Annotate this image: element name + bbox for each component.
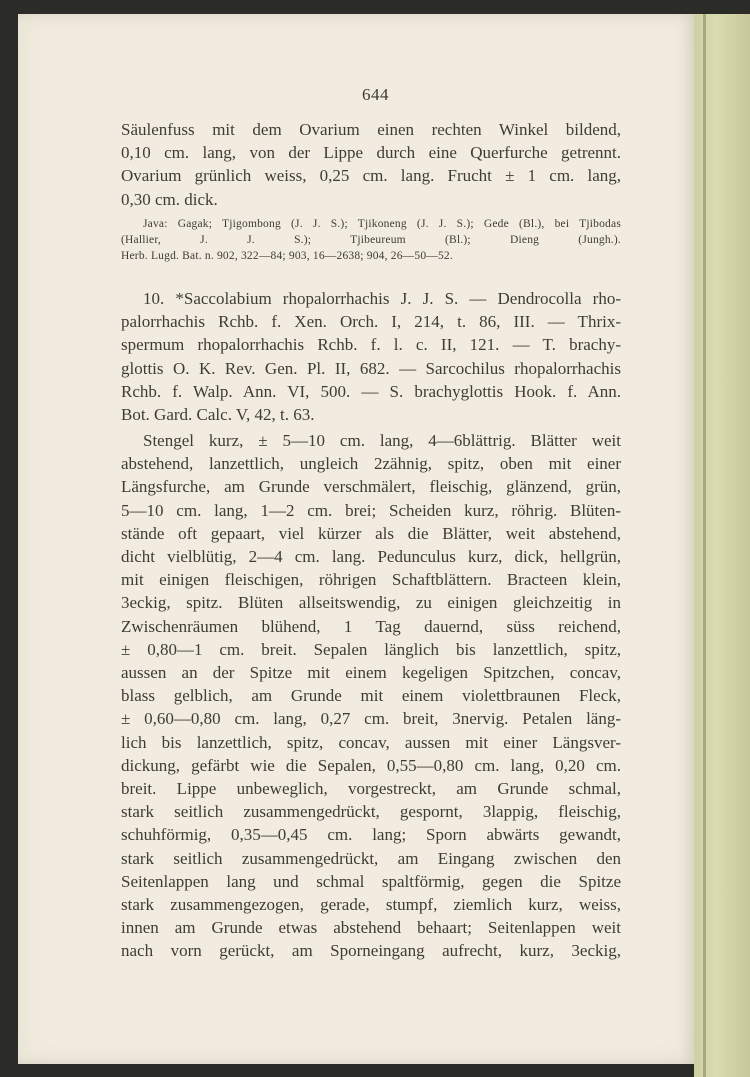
heading-line: Rchb. f. Walp. Ann. VI, 500. — S. brachyglottis Hook. f. Ann.: [121, 381, 621, 401]
scan-left-border: [0, 0, 18, 1077]
heading-line: palorrhachis Rchb. f. Xen. Orch. I, 214, t. 86, III. — Thrix-: [121, 312, 621, 332]
text-line: dickung, gefärbt wie die Sepalen, 0,55—0,80 cm. lang, 0,20 cm.: [121, 755, 621, 775]
text-line: Ovarium grünlich weiss, 0,25 cm. lang. Frucht ± 1 cm. lang,: [121, 166, 621, 186]
text-line: stände oft gepaart, viel kürzer als die Blätter, weit abstehend,: [121, 523, 621, 543]
text-line: schuhförmig, 0,35—0,45 cm. lang; Sporn abwärts gewandt,: [121, 825, 621, 845]
text-line: nach vorn gerückt, am Sporneingang aufrecht, kurz, 3eckig,: [121, 941, 621, 961]
text-line: 5—10 cm. lang, 1—2 cm. brei; Scheiden kurz, röhrig. Blüten-: [121, 500, 621, 520]
text-line: ± 0,60—0,80 cm. lang, 0,27 cm. breit, 3nervig. Petalen läng-: [121, 709, 621, 729]
locality-line: (Hallier, J. J. S.); Tjibeureum (Bl.); Dieng (Jungh.).: [121, 234, 621, 246]
text-line: blass gelblich, am Grunde mit einem violettbraunen Fleck,: [121, 686, 621, 706]
text-line: mit einigen fleischigen, röhrigen Schaftblättern. Bracteen klein,: [121, 570, 621, 590]
text-line: stark seitlich zusammengedrückt, gespornt, 3lappig, fleischig,: [121, 802, 621, 822]
text-line: lich bis lanzettlich, spitz, concav, aussen mit einer Längsver-: [121, 732, 621, 752]
description-paragraph: [121, 429, 621, 963]
heading-line: spermum rhopalorrhachis Rchb. f. l. c. II, 121. — T. brachy-: [121, 335, 621, 355]
text-line: 0,30 cm. dick.: [121, 189, 218, 209]
text-line: breit. Lippe unbeweglich, vorgestreckt, am Grunde schmal,: [121, 779, 621, 799]
text-line: aussen an der Spitze mit einem kegeligen Spitzchen, concav,: [121, 663, 621, 683]
text-line: Zwischenräumen blühend, 1 Tag dauernd, süss reichend,: [121, 616, 621, 636]
text-line: Längsfurche, am Grunde verschmälert, fleischig, glänzend, grün,: [121, 477, 621, 497]
locality-line: Java: Gagak; Tjigombong (J. J. S.); Tjikoneng (J. J. S.); Gede (Bl.), bei Tjibodas: [143, 218, 621, 230]
species-heading-paragraph: [121, 287, 621, 426]
page-number: 644: [362, 85, 389, 104]
heading-line: 10. *Saccolabium rhopalorrhachis J. J. S. — Dendrocolla rho-: [143, 289, 621, 308]
text-line: stark zusammengezogen, gerade, stumpf, ziemlich kurz, weiss,: [121, 895, 621, 915]
heading-line: glottis O. K. Rev. Gen. Pl. II, 682. — Sarcochilus rhopalorrhachis: [121, 358, 621, 378]
text-line: innen am Grunde etwas abstehend behaart; Seitenlappen weit: [121, 918, 621, 938]
page-edge-line: [703, 14, 706, 1077]
text-line: stark seitlich zusammengedrückt, am Eingang zwischen den: [121, 848, 621, 868]
locality-line: Herb. Lugd. Bat. n. 902, 322—84; 903, 16—2638; 904, 26—50—52.: [121, 250, 453, 262]
text-line: Stengel kurz, ± 5—10 cm. lang, 4—6blättrig. Blätter weit: [143, 431, 621, 450]
text-line: 3eckig, spitz. Blüten allseitswendig, zu einigen gleichzeitig in: [121, 593, 621, 613]
localities-note: [121, 216, 621, 264]
scan-top-border: [0, 0, 750, 14]
text-line: dicht vielblütig, 2—4 cm. lang. Pedunculus kurz, dick, hellgrün,: [121, 547, 621, 567]
intro-paragraph: [121, 118, 621, 211]
text-line: abstehend, lanzettlich, ungleich 2zähnig, spitz, oben mit einer: [121, 454, 621, 474]
text-line: Säulenfuss mit dem Ovarium einen rechten Winkel bildend,: [121, 120, 621, 139]
scan-bottom-border: [0, 1064, 694, 1077]
heading-line: Bot. Gard. Calc. V, 42, t. 63.: [121, 405, 315, 425]
text-line: ± 0,80—1 cm. breit. Sepalen länglich bis lanzettlich, spitz,: [121, 639, 621, 659]
text-line: Seitenlappen lang und schmal spaltförmig, gegen die Spitze: [121, 871, 621, 891]
text-line: 0,10 cm. lang, von der Lippe durch eine Querfurche getrennt.: [121, 143, 621, 163]
